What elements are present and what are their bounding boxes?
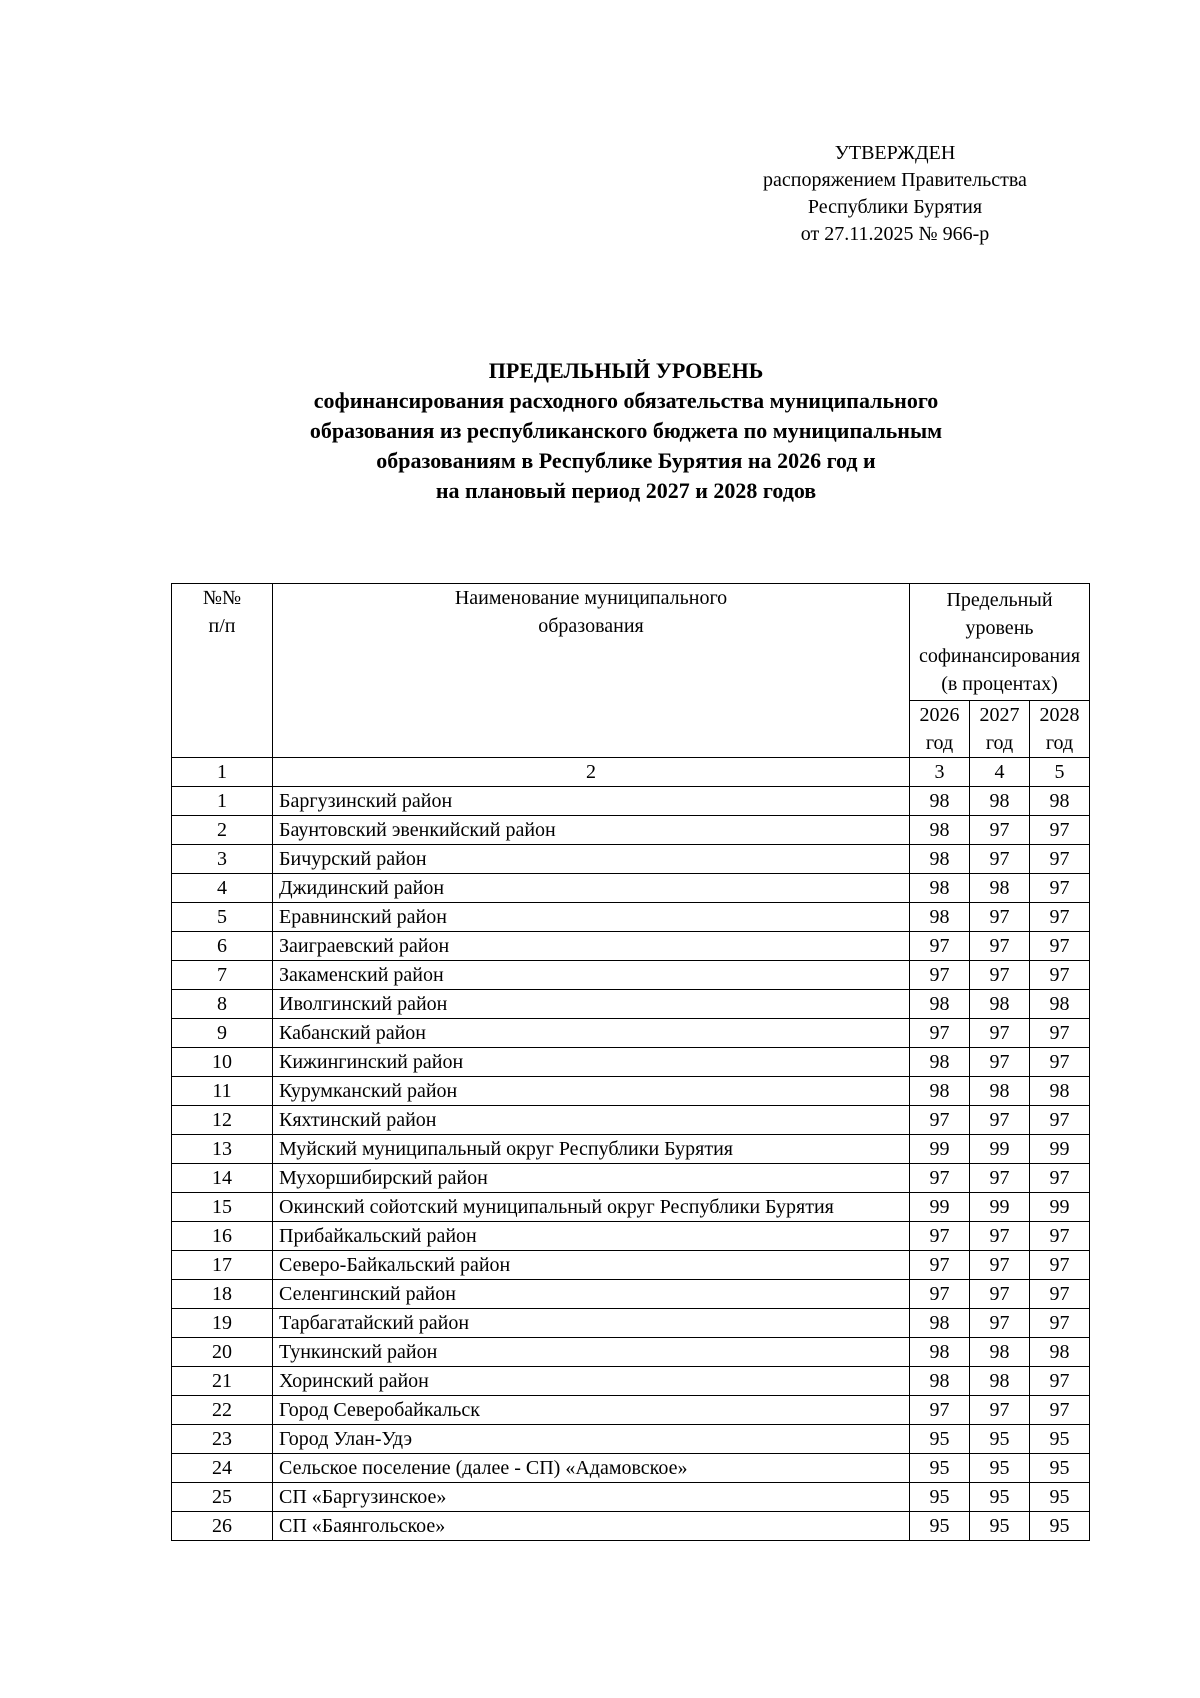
value-2027: 97 (970, 1396, 1030, 1425)
header-name-line-1: Наименование муниципального (454, 587, 728, 609)
row-number: 2 (172, 816, 273, 845)
row-number: 20 (172, 1338, 273, 1367)
municipality-name: Бичурский район (273, 845, 910, 874)
table-row (172, 961, 1090, 990)
value-2027: 97 (970, 816, 1030, 845)
table-row (172, 1164, 1090, 1193)
municipality-name: Кабанский район (273, 1019, 910, 1048)
value-2027: 98 (970, 1338, 1030, 1367)
value-2027: 97 (970, 1048, 1030, 1077)
column-number: 4 (970, 758, 1030, 787)
value-2028: 98 (1030, 1338, 1090, 1367)
header-num-line-2: п/п (208, 615, 236, 637)
value-2026: 95 (910, 1425, 970, 1454)
header-year-2028-line-2: год (1045, 732, 1074, 754)
value-2027: 98 (970, 1367, 1030, 1396)
value-2028: 97 (1030, 961, 1090, 990)
value-2028: 97 (1030, 932, 1090, 961)
value-2026: 99 (910, 1193, 970, 1222)
value-2027: 98 (970, 1077, 1030, 1106)
table-row (172, 1048, 1090, 1077)
table-row (172, 1512, 1090, 1541)
row-number: 21 (172, 1367, 273, 1396)
value-2026: 97 (910, 1396, 970, 1425)
municipality-name: Джидинский район (273, 874, 910, 903)
value-2027: 97 (970, 1019, 1030, 1048)
value-2026: 97 (910, 1106, 970, 1135)
header-limit-line-4: (в процентах) (941, 673, 1058, 695)
value-2026: 98 (910, 845, 970, 874)
value-2028: 95 (1030, 1425, 1090, 1454)
table-row (172, 1338, 1090, 1367)
header-year-2026-line-2: год (925, 732, 954, 754)
value-2026: 97 (910, 1251, 970, 1280)
municipality-name: Хоринский район (273, 1367, 910, 1396)
value-2028: 97 (1030, 1222, 1090, 1251)
value-2028: 97 (1030, 845, 1090, 874)
value-2028: 97 (1030, 1164, 1090, 1193)
municipality-name: Иволгинский район (273, 990, 910, 1019)
value-2026: 98 (910, 787, 970, 816)
document-title (160, 356, 1092, 506)
value-2027: 98 (970, 874, 1030, 903)
row-number: 18 (172, 1280, 273, 1309)
value-2026: 97 (910, 961, 970, 990)
value-2028: 98 (1030, 990, 1090, 1019)
table-row (172, 1135, 1090, 1164)
value-2027: 99 (970, 1135, 1030, 1164)
row-number: 1 (172, 787, 273, 816)
municipality-name: СП «Баргузинское» (273, 1483, 910, 1512)
table-row (172, 932, 1090, 961)
row-number: 11 (172, 1077, 273, 1106)
value-2028: 99 (1030, 1193, 1090, 1222)
value-2028: 97 (1030, 1280, 1090, 1309)
row-number: 7 (172, 961, 273, 990)
approval-line-1: УТВЕРЖДЕН (834, 142, 956, 164)
value-2026: 97 (910, 1280, 970, 1309)
row-number: 17 (172, 1251, 273, 1280)
municipality-name: Тарбагатайский район (273, 1309, 910, 1338)
municipality-name: Северо-Байкальский район (273, 1251, 910, 1280)
municipality-name: Кижингинский район (273, 1048, 910, 1077)
value-2026: 95 (910, 1512, 970, 1541)
row-number: 16 (172, 1222, 273, 1251)
table-row (172, 787, 1090, 816)
value-2028: 97 (1030, 1396, 1090, 1425)
value-2026: 98 (910, 816, 970, 845)
approval-block (730, 140, 1060, 248)
table-row (172, 816, 1090, 845)
value-2027: 97 (970, 845, 1030, 874)
value-2028: 97 (1030, 1367, 1090, 1396)
value-2026: 99 (910, 1135, 970, 1164)
header-name (273, 584, 910, 758)
value-2028: 95 (1030, 1512, 1090, 1541)
row-number: 19 (172, 1309, 273, 1338)
row-number: 14 (172, 1164, 273, 1193)
municipality-name: Прибайкальский район (273, 1222, 910, 1251)
table-row (172, 990, 1090, 1019)
header-limit (910, 584, 1090, 701)
column-number: 2 (273, 758, 910, 787)
cofinancing-table (171, 583, 1090, 1541)
table-row (172, 1367, 1090, 1396)
value-2027: 97 (970, 1222, 1030, 1251)
table-row (172, 1106, 1090, 1135)
title-line-3: образования из республиканского бюджета по муниципальным (309, 418, 943, 443)
table-row (172, 1425, 1090, 1454)
header-year-2026 (910, 701, 970, 758)
municipality-name: Город Улан-Удэ (273, 1425, 910, 1454)
municipality-name: Город Северобайкальск (273, 1396, 910, 1425)
value-2026: 97 (910, 1019, 970, 1048)
row-number: 6 (172, 932, 273, 961)
title-line-2: софинансирования расходного обязательства муниципального (313, 388, 939, 413)
table-row (172, 1251, 1090, 1280)
row-number: 10 (172, 1048, 273, 1077)
value-2027: 98 (970, 990, 1030, 1019)
table-row (172, 1396, 1090, 1425)
value-2028: 97 (1030, 1251, 1090, 1280)
value-2027: 97 (970, 1106, 1030, 1135)
value-2026: 98 (910, 1338, 970, 1367)
table-row (172, 1454, 1090, 1483)
header-year-2027-line-1: 2027 (979, 704, 1020, 726)
header-row (172, 584, 1090, 701)
approval-line-4: от 27.11.2025 № 966-р (800, 223, 990, 245)
row-number: 9 (172, 1019, 273, 1048)
value-2028: 97 (1030, 1048, 1090, 1077)
table-row (172, 1309, 1090, 1338)
header-limit-line-1: Предельный (946, 589, 1053, 611)
value-2026: 98 (910, 1077, 970, 1106)
table-row (172, 1280, 1090, 1309)
value-2027: 97 (970, 1251, 1030, 1280)
municipality-name: Баргузинский район (273, 787, 910, 816)
header-num-line-1: №№ (202, 587, 242, 609)
value-2027: 97 (970, 903, 1030, 932)
row-number: 3 (172, 845, 273, 874)
value-2026: 98 (910, 1309, 970, 1338)
municipality-name: Кяхтинский район (273, 1106, 910, 1135)
value-2027: 95 (970, 1454, 1030, 1483)
row-number: 5 (172, 903, 273, 932)
municipality-name: Баунтовский эвенкийский район (273, 816, 910, 845)
header-year-2027 (970, 701, 1030, 758)
municipality-name: Курумканский район (273, 1077, 910, 1106)
value-2027: 97 (970, 961, 1030, 990)
row-number: 24 (172, 1454, 273, 1483)
value-2026: 98 (910, 903, 970, 932)
value-2026: 95 (910, 1483, 970, 1512)
value-2028: 97 (1030, 1309, 1090, 1338)
header-name-line-2: образования (538, 615, 644, 637)
value-2027: 95 (970, 1425, 1030, 1454)
row-number: 12 (172, 1106, 273, 1135)
column-number: 5 (1030, 758, 1090, 787)
value-2027: 99 (970, 1193, 1030, 1222)
header-num (172, 584, 273, 758)
value-2027: 95 (970, 1512, 1030, 1541)
value-2026: 98 (910, 1048, 970, 1077)
value-2028: 97 (1030, 903, 1090, 932)
table-row (172, 1077, 1090, 1106)
header-limit-line-2: уровень (965, 617, 1034, 639)
municipality-name: Сельское поселение (далее - СП) «Адамовское» (273, 1454, 910, 1483)
table-row (172, 903, 1090, 932)
value-2028: 97 (1030, 1019, 1090, 1048)
value-2026: 97 (910, 1164, 970, 1193)
value-2027: 95 (970, 1483, 1030, 1512)
value-2026: 98 (910, 1367, 970, 1396)
value-2028: 97 (1030, 874, 1090, 903)
value-2027: 98 (970, 787, 1030, 816)
municipality-name: СП «Баянгольское» (273, 1512, 910, 1541)
row-number: 26 (172, 1512, 273, 1541)
value-2026: 97 (910, 1222, 970, 1251)
column-number: 1 (172, 758, 273, 787)
header-year-2028-line-1: 2028 (1039, 704, 1080, 726)
value-2027: 97 (970, 932, 1030, 961)
value-2028: 98 (1030, 787, 1090, 816)
row-number: 8 (172, 990, 273, 1019)
municipality-name: Тункинский район (273, 1338, 910, 1367)
header-year-2028 (1030, 701, 1090, 758)
table-row (172, 1193, 1090, 1222)
value-2026: 97 (910, 932, 970, 961)
table-row (172, 1019, 1090, 1048)
title-line-4: образованиям в Республике Бурятия на 2026 год и (376, 448, 876, 473)
column-number: 3 (910, 758, 970, 787)
approval-line-2: распоряжением Правительства (763, 169, 1027, 191)
row-number: 13 (172, 1135, 273, 1164)
header-year-2027-line-2: год (985, 732, 1014, 754)
table-row (172, 845, 1090, 874)
value-2026: 98 (910, 874, 970, 903)
table-row (172, 874, 1090, 903)
row-number: 25 (172, 1483, 273, 1512)
municipality-name: Окинский сойотский муниципальный округ Республики Бурятия (273, 1193, 910, 1222)
row-number: 22 (172, 1396, 273, 1425)
value-2028: 95 (1030, 1454, 1090, 1483)
value-2026: 98 (910, 990, 970, 1019)
value-2028: 95 (1030, 1483, 1090, 1512)
title-line-5: на плановый период 2027 и 2028 годов (435, 478, 817, 503)
row-number: 4 (172, 874, 273, 903)
municipality-name: Заиграевский район (273, 932, 910, 961)
value-2028: 99 (1030, 1135, 1090, 1164)
value-2028: 98 (1030, 1077, 1090, 1106)
value-2027: 97 (970, 1309, 1030, 1338)
municipality-name: Мухоршибирский район (273, 1164, 910, 1193)
municipality-name: Муйский муниципальный округ Республики Бурятия (273, 1135, 910, 1164)
column-numbers-row (172, 758, 1090, 787)
header-limit-line-3: софинансирования (918, 645, 1081, 667)
row-number: 23 (172, 1425, 273, 1454)
row-number: 15 (172, 1193, 273, 1222)
header-year-2026-line-1: 2026 (919, 704, 960, 726)
title-line-1: ПРЕДЕЛЬНЫЙ УРОВЕНЬ (488, 358, 764, 383)
value-2028: 97 (1030, 816, 1090, 845)
municipality-name: Закаменский район (273, 961, 910, 990)
municipality-name: Селенгинский район (273, 1280, 910, 1309)
value-2027: 97 (970, 1280, 1030, 1309)
value-2027: 97 (970, 1164, 1030, 1193)
value-2026: 95 (910, 1454, 970, 1483)
municipality-name: Еравнинский район (273, 903, 910, 932)
table-row (172, 1483, 1090, 1512)
value-2028: 97 (1030, 1106, 1090, 1135)
table-row (172, 1222, 1090, 1251)
approval-line-3: Республики Бурятия (807, 196, 983, 218)
